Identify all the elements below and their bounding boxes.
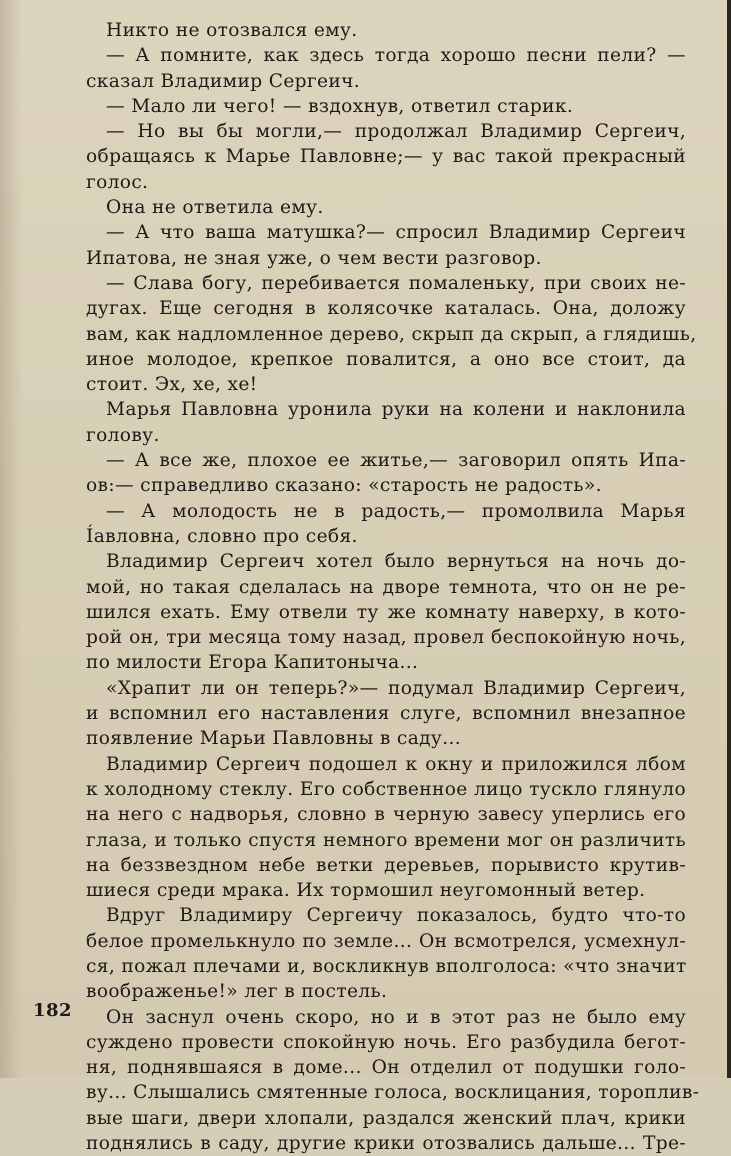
text-line: голову.: [86, 424, 160, 446]
text-line: ся, пожал плечами и, воскликнув вполголоса: «что значит: [86, 955, 687, 977]
body-text: [86, 18, 700, 1156]
text-line: Ипатова, не зная уже, о чем вести разговор.: [86, 247, 542, 269]
text-line: — Но вы бы могли,— продолжал Владимир Сергеич,: [106, 121, 686, 143]
text-line: иное молодое, крепкое повалится, а оно все стоит, да: [86, 348, 686, 370]
text-line: — Слава богу, перебивается помаленьку, при своих не-: [106, 272, 686, 294]
text-line: Она не ответила ему.: [106, 197, 324, 219]
text-line: по милости Егора Капитоныча...: [86, 652, 419, 674]
text-line: голос.: [86, 171, 149, 193]
text-line: ву... Слышались смятенные голоса, восклицания, тороплив-: [86, 1082, 700, 1104]
text-line: вые шаги, двери хлопали, раздался женский плач, крики: [86, 1107, 686, 1129]
text-line: появление Марьи Павловны в саду...: [86, 728, 461, 750]
text-line: сказал Владимир Сергеич.: [86, 70, 361, 92]
text-line: воображенье!» лег в постель.: [86, 981, 388, 1003]
text-line: ов:— справедливо сказано: «старость не радость».: [86, 475, 602, 497]
text-line: на беззвездном небе ветки деревьев, порывисто крутив-: [86, 854, 686, 876]
text-line: — Мало ли чего! — вздохнув, ответил старик.: [106, 95, 574, 117]
text-line: обращаясь к Марье Павловне;— у вас такой прекрасный: [86, 146, 686, 168]
text-line: дугах. Еще сегодня в колясочке каталась. Она, доложу: [86, 298, 686, 320]
text-line: Вдруг Владимиру Сергеичу показалось, будто что-то: [106, 905, 686, 927]
text-line: шиеся среди мрака. Их тормошил неугомонный ветер.: [86, 880, 646, 902]
text-line: поднялись в саду, другие крики отозвались дальше... Тре-: [86, 1133, 686, 1155]
text-line: Никто не отозвался ему.: [106, 20, 358, 41]
text-line: Владимир Сергеич подошел к окну и приложился лбом: [106, 753, 686, 775]
text-line: ня, поднявшаяся в доме... Он отделил от подушки голо-: [86, 1057, 686, 1079]
text-line: на него с надворья, словно в черную завесу уперлись его: [86, 804, 686, 826]
text-line: Владимир Сергеич хотел было вернуться на ночь до-: [106, 551, 686, 573]
text-line: и вспомнил его наставления слуге, вспомнил внезапное: [86, 703, 686, 725]
page-number: 182: [33, 1000, 73, 1021]
text-line: вам, как надломленное дерево, скрып да скрып, а глядишь,: [86, 323, 697, 345]
text-line: Марья Павловна уронила руки на колени и наклонила: [106, 399, 686, 421]
text-line: стоит. Эх, хе, хе!: [86, 374, 258, 396]
text-line: глаза, и только спустя немного времени мог он различить: [86, 829, 686, 851]
text-line: рой он, три месяца тому назад, провел беспокойную ночь,: [86, 627, 686, 649]
text-line: — А что ваша матушка?— спросил Владимир Сергеич: [106, 222, 686, 244]
text-line: «Храпит ли он теперь?»— подумал Владимир Сергеич,: [106, 677, 686, 699]
text-line: — А помните, как здесь тогда хорошо песни пели? —: [106, 45, 686, 67]
text-line: шился ехать. Ему отвели ту же комнату наверху, в кото-: [86, 601, 686, 623]
text-line: к холодному стеклу. Его собственное лицо тускло глянуло: [86, 778, 686, 800]
text-line: — А молодость не в радость,— промолвила Марья: [106, 500, 686, 522]
text-line: — А все же, плохое ее житье,— заговорил опять Ипа-: [106, 450, 686, 472]
text-line: суждено провести спокойную ночь. Его разбудила бегот-: [86, 1031, 686, 1053]
text-line: белое промелькнуло по земле... Он всмотрелся, усмехнул-: [86, 930, 686, 952]
text-line: Он заснул очень скоро, но и в этот раз не было ему: [106, 1006, 686, 1028]
text-line: мой, но такая сделалась на дворе темнота, что он не ре-: [86, 576, 686, 598]
text-line: Íавловна, словно про себя.: [86, 525, 358, 547]
